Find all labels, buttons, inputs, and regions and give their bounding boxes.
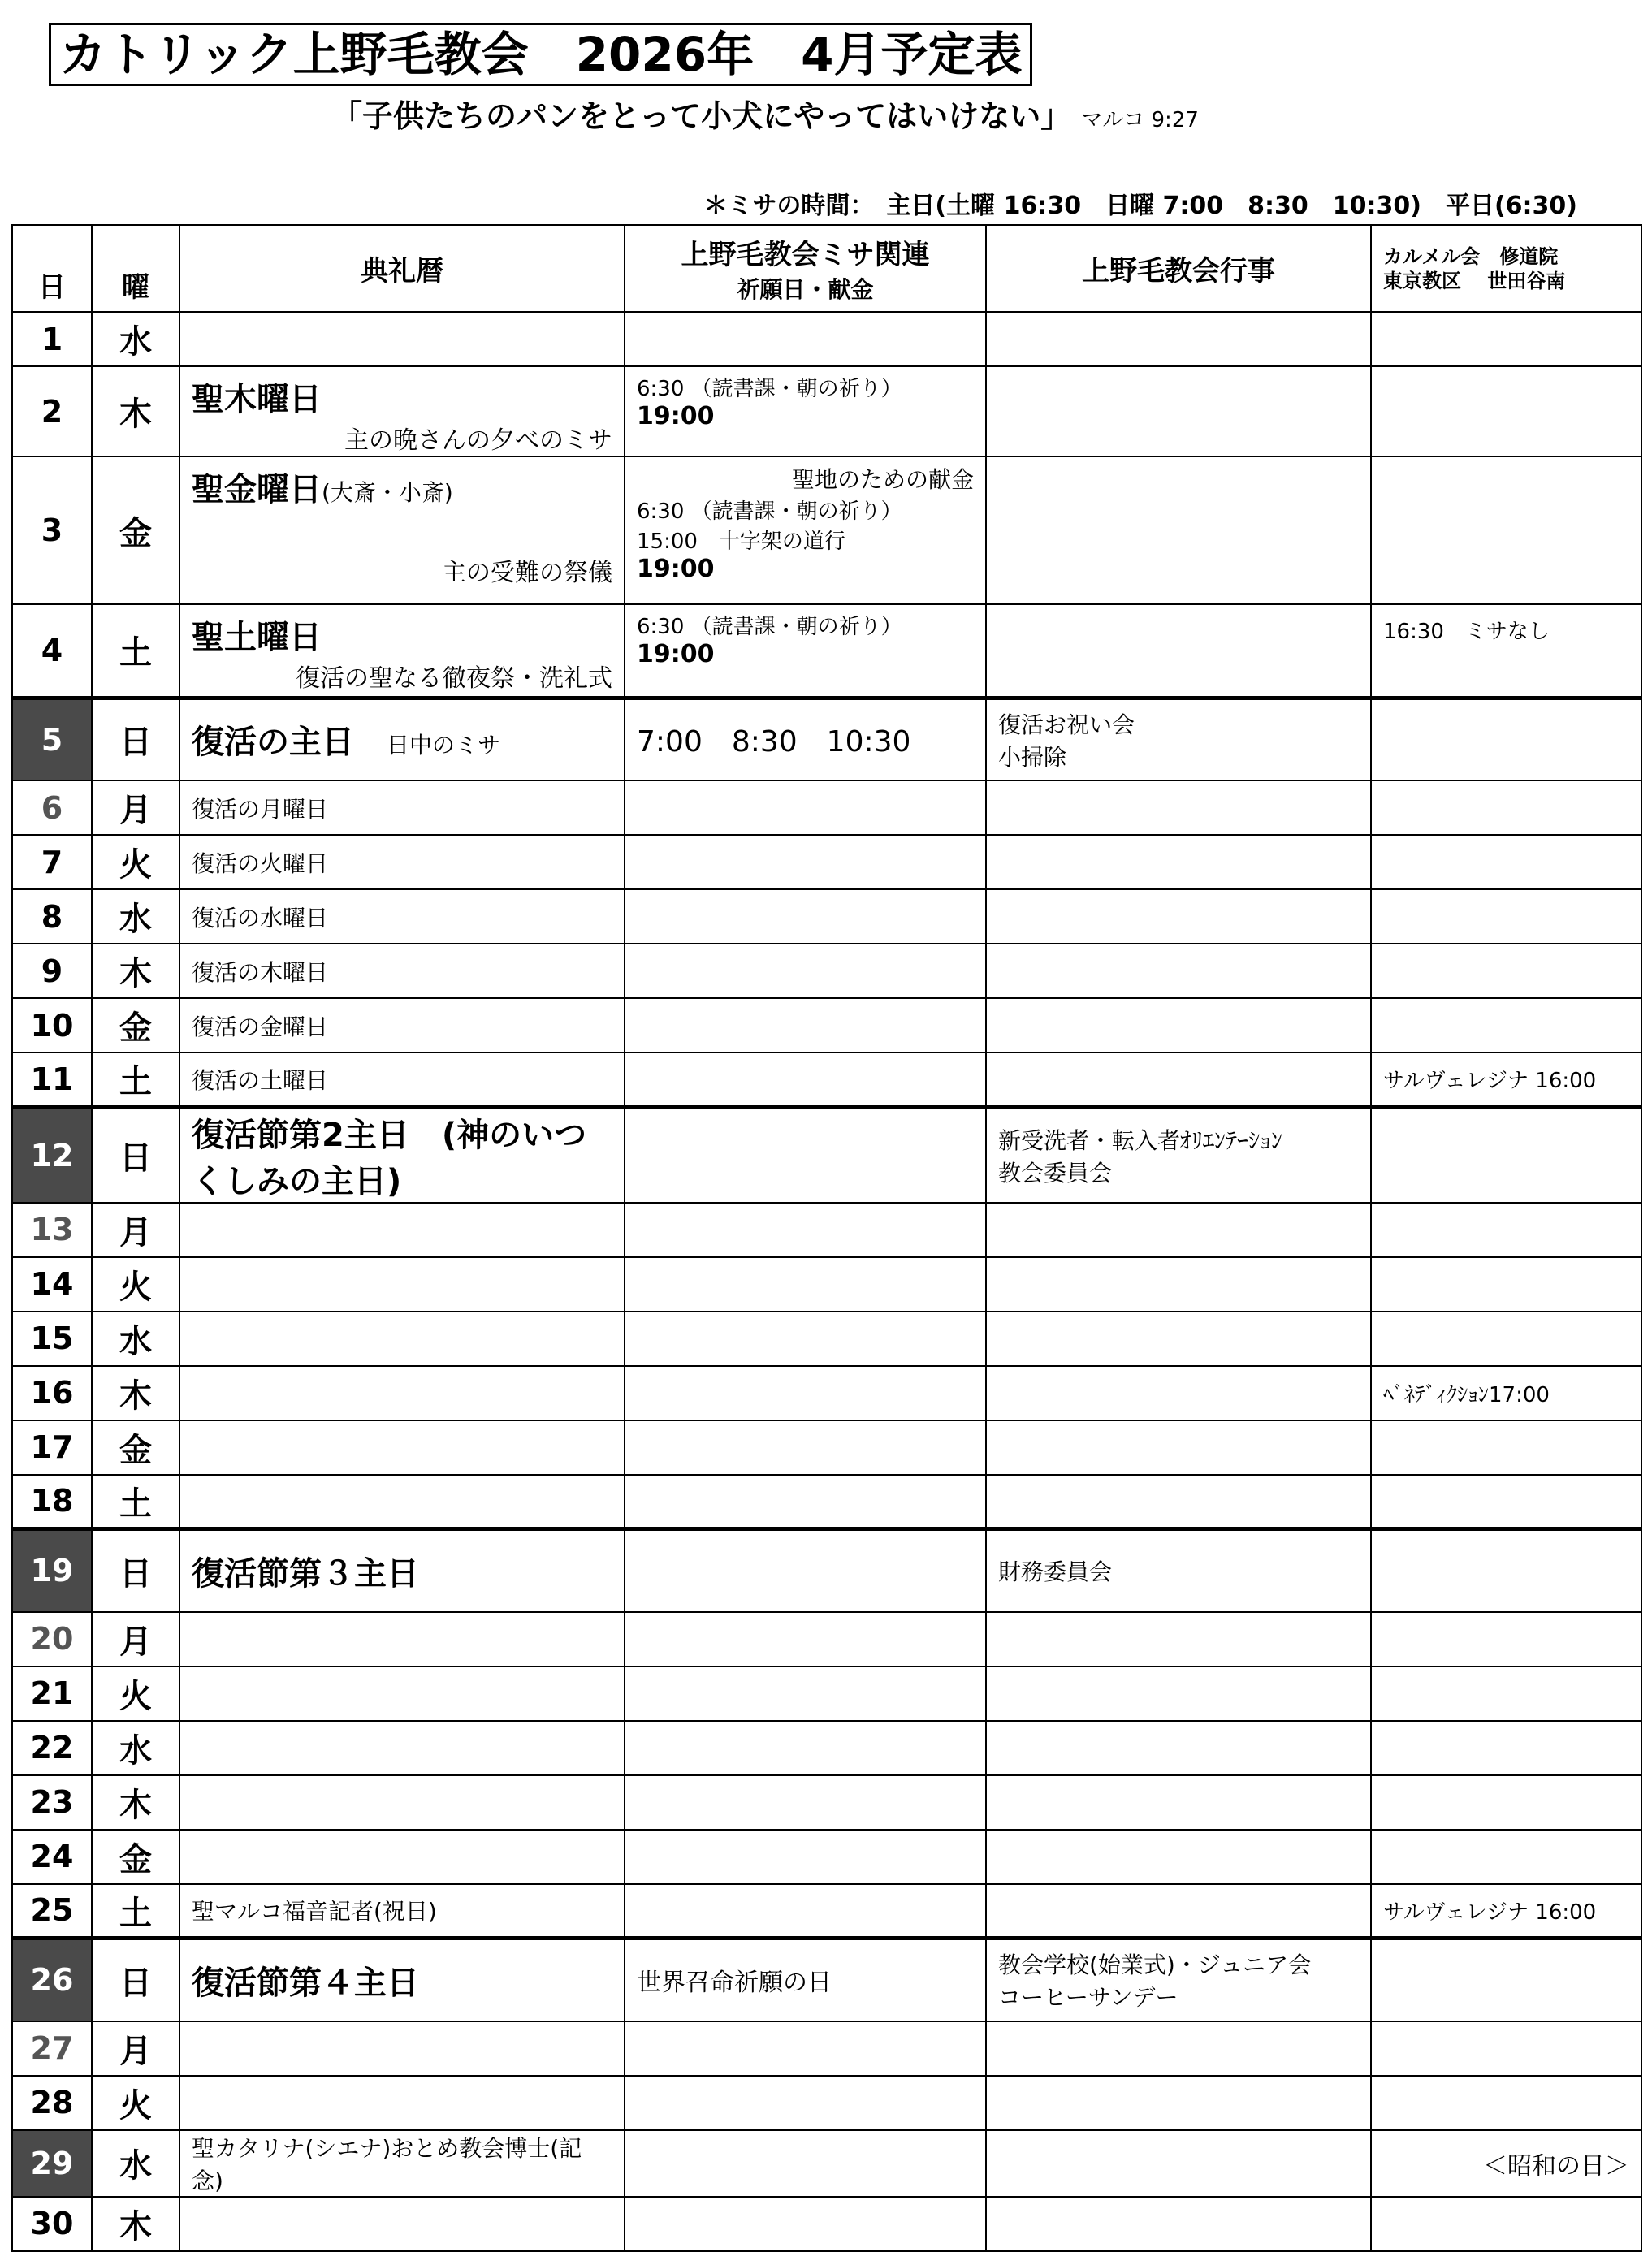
event-cell	[986, 1257, 1371, 1312]
mass-cell	[625, 780, 986, 835]
liturgy-cell	[179, 1721, 625, 1775]
event-cell	[986, 835, 1371, 889]
event-cell	[986, 604, 1371, 698]
event-line: 新受洗者・転入者ｵﾘｴﾝﾃｰｼｮﾝ	[998, 1126, 1283, 1154]
liturgy-cell	[179, 1529, 625, 1612]
day-cell: 26	[12, 1939, 92, 2021]
table-row	[12, 698, 1641, 780]
liturgy-cell	[179, 889, 625, 944]
day-cell: 3	[12, 456, 92, 604]
weekday-cell: 土	[92, 1884, 179, 1939]
liturgy-cell	[179, 2197, 625, 2251]
liturgy-cell	[179, 1053, 625, 1107]
mass-cell	[625, 1666, 986, 1721]
day-cell: 11	[12, 1053, 92, 1107]
table-row	[12, 604, 1641, 698]
day-cell: 14	[12, 1257, 92, 1312]
table-row	[12, 1107, 1641, 1203]
weekday-cell: 日	[92, 1939, 179, 2021]
event-cell	[986, 456, 1371, 604]
day-cell: 2	[12, 366, 92, 456]
table-row	[12, 1529, 1641, 1612]
event-cell	[986, 1939, 1371, 2021]
mass-cell	[625, 944, 986, 998]
other-cell	[1371, 835, 1641, 889]
table-row	[12, 312, 1641, 366]
other-cell	[1371, 1884, 1641, 1939]
day-cell: 20	[12, 1612, 92, 1666]
mass-line: 6:30 （読書課・朝の祈り）	[637, 615, 902, 639]
weekday-cell: 水	[92, 1312, 179, 1366]
event-line: 財務委員会	[998, 1558, 1113, 1586]
table-row	[12, 1053, 1641, 1107]
weekday-cell: 金	[92, 1830, 179, 1884]
liturgy-cell	[179, 604, 625, 698]
other-cell	[1371, 1257, 1641, 1312]
liturgy-text: 復活節第３主日	[192, 1554, 419, 1593]
table-row	[12, 2076, 1641, 2130]
day-cell: 7	[12, 835, 92, 889]
liturgy-text: 復活の火曜日	[192, 849, 329, 877]
liturgy-title-text: 聖木曜日	[192, 381, 322, 418]
other-cell	[1371, 604, 1641, 698]
other-cell	[1371, 312, 1641, 366]
other-text: ＜昭和の日＞	[1483, 2151, 1629, 2181]
other-cell	[1371, 1612, 1641, 1666]
weekday-cell: 火	[92, 1257, 179, 1312]
mass-cell	[625, 835, 986, 889]
table-row	[12, 1366, 1641, 1420]
event-line: 小掃除	[998, 743, 1067, 771]
weekday-cell: 火	[92, 1666, 179, 1721]
event-line: コーヒーサンデー	[998, 1984, 1178, 2012]
event-cell	[986, 1775, 1371, 1830]
event-cell	[986, 366, 1371, 456]
mass-cell	[625, 2130, 986, 2197]
table-row	[12, 1420, 1641, 1475]
table-row	[12, 1203, 1641, 1257]
liturgy-cell	[179, 312, 625, 366]
other-cell	[1371, 1366, 1641, 1420]
header-events: 上野毛教会行事	[986, 225, 1371, 312]
day-cell: 15	[12, 1312, 92, 1366]
liturgy-cell	[179, 1612, 625, 1666]
event-cell	[986, 1721, 1371, 1775]
weekday-cell: 火	[92, 2076, 179, 2130]
day-cell: 25	[12, 1884, 92, 1939]
event-cell	[986, 2130, 1371, 2197]
event-cell	[986, 312, 1371, 366]
other-cell	[1371, 1053, 1641, 1107]
liturgy-text: 復活の月曜日	[192, 795, 329, 823]
liturgy-subtitle: 主の受難の祭儀	[442, 559, 612, 587]
event-cell	[986, 1666, 1371, 1721]
event-cell	[986, 889, 1371, 944]
event-cell	[986, 1420, 1371, 1475]
table-row	[12, 1721, 1641, 1775]
liturgy-cell	[179, 1666, 625, 1721]
liturgy-text: 復活の木曜日	[192, 958, 329, 986]
mass-cell	[625, 1830, 986, 1884]
liturgy-text: 聖マルコ福音記者(祝日)	[192, 1898, 437, 1926]
mass-cell	[625, 1203, 986, 1257]
day-cell: 17	[12, 1420, 92, 1475]
other-cell	[1371, 2130, 1641, 2197]
header-mass-title: 上野毛教会ミサ関連	[681, 239, 930, 271]
day-cell: 29	[12, 2130, 92, 2197]
weekday-cell: 土	[92, 1475, 179, 1529]
other-cell	[1371, 998, 1641, 1053]
mass-cell	[625, 1420, 986, 1475]
table-row	[12, 998, 1641, 1053]
mass-cell	[625, 1721, 986, 1775]
mass-cell	[625, 366, 986, 456]
other-cell	[1371, 366, 1641, 456]
table-row	[12, 1830, 1641, 1884]
day-cell: 24	[12, 1830, 92, 1884]
weekday-cell: 金	[92, 998, 179, 1053]
other-cell	[1371, 1107, 1641, 1203]
day-cell: 4	[12, 604, 92, 698]
liturgy-subtitle: 主の晩さんの夕べのミサ	[344, 426, 612, 455]
liturgy-title	[192, 374, 612, 420]
header-row	[12, 225, 1641, 312]
weekday-cell: 金	[92, 456, 179, 604]
mass-cell	[625, 1257, 986, 1312]
table-row	[12, 1775, 1641, 1830]
event-cell	[986, 1612, 1371, 1666]
liturgy-cell	[179, 1312, 625, 1366]
day-cell: 5	[12, 698, 92, 780]
day-cell: 10	[12, 998, 92, 1053]
mass-text: 世界召命祈願の日	[637, 1969, 832, 1998]
other-cell	[1371, 944, 1641, 998]
other-cell	[1371, 1312, 1641, 1366]
event-line: 復活お祝い会	[998, 711, 1135, 738]
other-cell	[1371, 1203, 1641, 1257]
liturgy-title-text: 聖土曜日	[192, 619, 322, 656]
weekday-cell: 日	[92, 1107, 179, 1203]
other-cell	[1371, 1420, 1641, 1475]
weekday-cell: 木	[92, 944, 179, 998]
liturgy-cell	[179, 1420, 625, 1475]
mass-time: 19:00	[637, 640, 715, 668]
liturgy-cell	[179, 1830, 625, 1884]
mass-cell	[625, 1053, 986, 1107]
table-row	[12, 2130, 1641, 2197]
other-cell	[1371, 2021, 1641, 2076]
mass-cell	[625, 1529, 986, 1612]
other-cell	[1371, 1475, 1641, 1529]
liturgy-note: (大斎・小斎)	[322, 479, 453, 506]
day-cell: 21	[12, 1666, 92, 1721]
mass-cell	[625, 2197, 986, 2251]
liturgy-text: 復活の水曜日	[192, 904, 329, 931]
weekday-cell: 土	[92, 1053, 179, 1107]
weekday-cell: 月	[92, 1612, 179, 1666]
other-cell	[1371, 2197, 1641, 2251]
page-title: カトリック上野毛教会 2026年 4月予定表	[49, 23, 1032, 86]
header-mass-sub: 祈願日・献金	[737, 276, 874, 303]
table-row	[12, 944, 1641, 998]
event-cell	[986, 1830, 1371, 1884]
mass-offering: 聖地のための献金	[791, 466, 974, 493]
liturgy-cell	[179, 780, 625, 835]
weekday-cell: 木	[92, 366, 179, 456]
mass-cell	[625, 1475, 986, 1529]
event-cell	[986, 1203, 1371, 1257]
mass-line: 6:30 （読書課・朝の祈り）	[637, 499, 902, 524]
liturgy-cell	[179, 366, 625, 456]
mass-cell	[625, 1775, 986, 1830]
weekday-cell: 火	[92, 835, 179, 889]
liturgy-note: 日中のミサ	[387, 732, 501, 759]
table-row	[12, 456, 1641, 604]
other-text: 16:30 ミサなし	[1383, 620, 1550, 644]
day-cell: 6	[12, 780, 92, 835]
day-cell: 23	[12, 1775, 92, 1830]
liturgy-cell	[179, 998, 625, 1053]
mass-line: 6:30 （読書課・朝の祈り）	[637, 377, 902, 401]
other-cell	[1371, 1529, 1641, 1612]
table-row	[12, 1884, 1641, 1939]
table-row	[12, 1612, 1641, 1666]
other-cell	[1371, 780, 1641, 835]
day-cell: 30	[12, 2197, 92, 2251]
event-cell	[986, 2197, 1371, 2251]
table-row	[12, 1257, 1641, 1312]
other-text: サルヴェレジナ 16:00	[1383, 1900, 1597, 1925]
weekday-cell: 月	[92, 2021, 179, 2076]
liturgy-cell	[179, 1366, 625, 1420]
other-cell	[1371, 889, 1641, 944]
event-cell	[986, 944, 1371, 998]
day-cell: 12	[12, 1107, 92, 1203]
header-other-line2: 東京教区 世田谷南	[1383, 269, 1566, 292]
liturgy-cell	[179, 698, 625, 780]
event-cell	[986, 698, 1371, 780]
mass-text: 7:00 8:30 10:30	[637, 725, 911, 759]
liturgy-cell	[179, 2076, 625, 2130]
mass-cell	[625, 2021, 986, 2076]
other-cell	[1371, 1721, 1641, 1775]
event-line: 教会委員会	[998, 1159, 1113, 1187]
table-row	[12, 780, 1641, 835]
day-cell: 27	[12, 2021, 92, 2076]
liturgy-cell	[179, 1203, 625, 1257]
weekday-cell: 月	[92, 780, 179, 835]
mass-line: 15:00 十字架の道行	[637, 530, 845, 554]
weekday-cell: 木	[92, 1366, 179, 1420]
liturgy-title-text: 聖金曜日	[192, 471, 322, 508]
mass-cell	[625, 456, 986, 604]
weekday-cell: 水	[92, 2130, 179, 2197]
liturgy-cell	[179, 1775, 625, 1830]
mass-cell	[625, 312, 986, 366]
quote-text: 「子供たちのパンをとって小犬にやってはいけない」	[331, 98, 1072, 134]
event-cell	[986, 2076, 1371, 2130]
event-cell	[986, 1366, 1371, 1420]
table-row	[12, 2197, 1641, 2251]
quote-source: マルコ 9:27	[1081, 108, 1199, 132]
day-cell: 9	[12, 944, 92, 998]
day-cell: 19	[12, 1529, 92, 1612]
day-cell: 16	[12, 1366, 92, 1420]
weekday-cell: 水	[92, 312, 179, 366]
table-row	[12, 1939, 1641, 2021]
other-cell	[1371, 456, 1641, 604]
day-cell: 22	[12, 1721, 92, 1775]
liturgy-title-text: 復活の主日	[192, 724, 354, 762]
mass-time: 19:00	[637, 555, 715, 583]
other-cell	[1371, 2076, 1641, 2130]
other-cell	[1371, 1775, 1641, 1830]
other-text: ﾍﾞﾈﾃﾞｨｸｼｮﾝ17:00	[1383, 1382, 1550, 1407]
mass-cell	[625, 1312, 986, 1366]
other-text: サルヴェレジナ 16:00	[1383, 1069, 1597, 1094]
weekday-cell: 日	[92, 698, 179, 780]
other-cell	[1371, 1666, 1641, 1721]
liturgy-cell	[179, 1884, 625, 1939]
day-cell: 28	[12, 2076, 92, 2130]
mass-cell	[625, 998, 986, 1053]
weekday-cell: 木	[92, 2197, 179, 2251]
liturgy-title	[192, 716, 612, 763]
table-row	[12, 366, 1641, 456]
table-row	[12, 1666, 1641, 1721]
day-cell: 8	[12, 889, 92, 944]
table-row	[12, 835, 1641, 889]
other-cell	[1371, 1830, 1641, 1884]
mass-time: 19:00	[637, 402, 715, 430]
liturgy-text: 聖カタリナ(シエナ)おとめ教会博士(記念)	[192, 2134, 582, 2194]
table-row	[12, 1312, 1641, 1366]
scripture-quote	[331, 91, 1199, 136]
liturgy-cell	[179, 2130, 625, 2197]
header-other	[1371, 225, 1641, 312]
weekday-cell: 日	[92, 1529, 179, 1612]
mass-cell	[625, 1612, 986, 1666]
mass-cell	[625, 1884, 986, 1939]
table-row	[12, 2021, 1641, 2076]
header-mass	[625, 225, 986, 312]
liturgy-cell	[179, 1257, 625, 1312]
event-cell	[986, 1312, 1371, 1366]
weekday-cell: 水	[92, 1721, 179, 1775]
event-cell	[986, 780, 1371, 835]
mass-cell	[625, 1939, 986, 2021]
table-row	[12, 1475, 1641, 1529]
liturgy-cell	[179, 835, 625, 889]
other-cell	[1371, 698, 1641, 780]
event-cell	[986, 1053, 1371, 1107]
liturgy-title	[192, 464, 612, 510]
weekday-cell: 土	[92, 604, 179, 698]
event-cell	[986, 1529, 1371, 1612]
liturgy-text: 復活節第４主日	[192, 1964, 419, 2002]
day-cell: 18	[12, 1475, 92, 1529]
mass-cell	[625, 889, 986, 944]
mass-cell	[625, 2076, 986, 2130]
event-cell	[986, 1107, 1371, 1203]
weekday-cell: 水	[92, 889, 179, 944]
liturgy-subtitle: 復活の聖なる徹夜祭・洗礼式	[296, 664, 612, 693]
mass-cell	[625, 1107, 986, 1203]
liturgy-cell	[179, 944, 625, 998]
schedule-table	[11, 224, 1642, 2252]
table-row	[12, 889, 1641, 944]
event-cell	[986, 1475, 1371, 1529]
mass-cell	[625, 698, 986, 780]
mass-cell	[625, 1366, 986, 1420]
liturgy-cell	[179, 456, 625, 604]
liturgy-text: 復活の金曜日	[192, 1013, 329, 1040]
weekday-cell: 金	[92, 1420, 179, 1475]
header-liturgy: 典礼暦	[179, 225, 625, 312]
liturgy-text: 復活節第2主日 (神のいつくしみの主日)	[192, 1116, 587, 1200]
header-day: 日	[12, 225, 92, 312]
day-cell: 13	[12, 1203, 92, 1257]
liturgy-text: 復活の土曜日	[192, 1066, 329, 1094]
event-cell	[986, 1884, 1371, 1939]
day-cell: 1	[12, 312, 92, 366]
liturgy-cell	[179, 1107, 625, 1203]
event-cell	[986, 2021, 1371, 2076]
event-line: 教会学校(始業式)・ジュニア会	[998, 1952, 1312, 1979]
liturgy-title	[192, 612, 612, 658]
header-other-line1: カルメル会 修道院	[1383, 244, 1559, 268]
liturgy-cell	[179, 1939, 625, 2021]
liturgy-cell	[179, 1475, 625, 1529]
event-cell	[986, 998, 1371, 1053]
mass-cell	[625, 604, 986, 698]
other-cell	[1371, 1939, 1641, 2021]
header-weekday: 曜	[92, 225, 179, 312]
weekday-cell: 月	[92, 1203, 179, 1257]
weekday-cell: 木	[92, 1775, 179, 1830]
mass-times-note: ＊ミサの時間： 主日(土曜 16:30 日曜 7:00 8:30 10:30) 平日(6:30)	[703, 192, 1577, 220]
liturgy-cell	[179, 2021, 625, 2076]
